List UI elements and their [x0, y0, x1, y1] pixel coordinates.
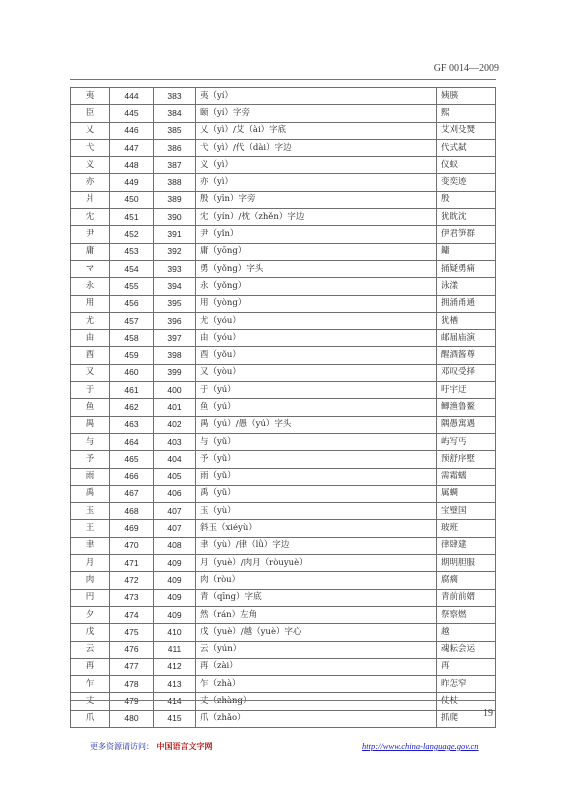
group-number-cell: 388: [154, 174, 196, 191]
group-number-cell: 409: [154, 572, 196, 589]
component-glyph-cell: 鱼: [71, 399, 110, 416]
group-number-cell: 414: [154, 693, 196, 710]
table-row: [71, 485, 496, 502]
group-number-cell: 409: [154, 606, 196, 623]
table-row: [71, 676, 496, 693]
example-chars-cell: 隅愚寓遇: [437, 416, 496, 433]
component-name-cell: 戊（yuè）/越（yuè）字心: [196, 624, 437, 641]
serial-number-cell: 477: [110, 658, 154, 675]
component-glyph-cell: 由: [71, 330, 110, 347]
component-glyph-cell: 臣: [71, 105, 110, 122]
component-glyph-cell: 乂: [71, 122, 110, 139]
component-glyph-cell: 爪: [71, 710, 110, 727]
example-chars-cell: 再: [437, 658, 496, 675]
serial-number-cell: 472: [110, 572, 154, 589]
table-row: [71, 139, 496, 156]
table-row: [71, 364, 496, 381]
table-row: [71, 88, 496, 105]
footer-visit-label: 更多资源请访问：: [90, 742, 154, 751]
table-row: [71, 295, 496, 312]
example-chars-cell: 需霜蠕: [437, 468, 496, 485]
example-chars-cell: 吁宇迂: [437, 382, 496, 399]
component-glyph-cell: 丈: [71, 693, 110, 710]
serial-number-cell: 463: [110, 416, 154, 433]
component-glyph-cell: 円: [71, 589, 110, 606]
component-glyph-cell: 爿: [71, 191, 110, 208]
serial-number-cell: 460: [110, 364, 154, 381]
footer-visit-text: [90, 741, 213, 752]
component-glyph-cell: 弋: [71, 139, 110, 156]
component-name-cell: 与（yǔ）: [196, 433, 437, 450]
component-name-cell: 聿（yù）/律（lǜ）字边: [196, 537, 437, 554]
group-number-cell: 411: [154, 641, 196, 658]
components-table: [70, 87, 496, 728]
component-glyph-cell: 冘: [71, 209, 110, 226]
component-glyph-cell: 禺: [71, 416, 110, 433]
component-glyph-cell: 雨: [71, 468, 110, 485]
table-row: [71, 347, 496, 364]
table-row: [71, 606, 496, 623]
example-chars-cell: 伊君笋群: [437, 226, 496, 243]
component-name-cell: 冘（yín）/枕（zhěn）字边: [196, 209, 437, 226]
table-row: [71, 330, 496, 347]
group-number-cell: 403: [154, 433, 196, 450]
table-row: [71, 433, 496, 450]
component-glyph-cell: 夷: [71, 88, 110, 105]
example-chars-cell: 变奕迹: [437, 174, 496, 191]
example-chars-cell: 邓叹受择: [437, 364, 496, 381]
example-chars-cell: 祭察燃: [437, 606, 496, 623]
table-row: [71, 312, 496, 329]
component-glyph-cell: 庸: [71, 243, 110, 260]
example-chars-cell: 期明胆服: [437, 555, 496, 572]
group-number-cell: 389: [154, 191, 196, 208]
example-chars-cell: 仪蚁: [437, 157, 496, 174]
component-name-cell: 酉（yǒu）: [196, 347, 437, 364]
group-number-cell: 407: [154, 520, 196, 537]
example-chars-cell: 律肆建: [437, 537, 496, 554]
component-glyph-cell: 予: [71, 451, 110, 468]
group-number-cell: 397: [154, 330, 196, 347]
serial-number-cell: 469: [110, 520, 154, 537]
serial-number-cell: 479: [110, 693, 154, 710]
serial-number-cell: 476: [110, 641, 154, 658]
component-name-cell: 乂（yì）/艾（ài）字底: [196, 122, 437, 139]
component-glyph-cell: 肉: [71, 572, 110, 589]
standard-code: GF 0014—2009: [433, 63, 499, 74]
component-glyph-cell: 夕: [71, 606, 110, 623]
group-number-cell: 409: [154, 589, 196, 606]
component-glyph-cell: 聿: [71, 537, 110, 554]
table-row: [71, 537, 496, 554]
group-number-cell: 400: [154, 382, 196, 399]
component-name-cell: 肉（ròu）: [196, 572, 437, 589]
table-row: [71, 122, 496, 139]
table-row: [71, 468, 496, 485]
component-name-cell: 云（yún）: [196, 641, 437, 658]
group-number-cell: 407: [154, 503, 196, 520]
serial-number-cell: 447: [110, 139, 154, 156]
group-number-cell: 413: [154, 676, 196, 693]
table-row: [71, 589, 496, 606]
example-chars-cell: 犹楢: [437, 312, 496, 329]
component-glyph-cell: 尤: [71, 312, 110, 329]
group-number-cell: 385: [154, 122, 196, 139]
serial-number-cell: 461: [110, 382, 154, 399]
component-name-cell: 又（yòu）: [196, 364, 437, 381]
component-glyph-cell: 于: [71, 382, 110, 399]
example-chars-cell: 艾刈殳燹: [437, 122, 496, 139]
group-number-cell: 391: [154, 226, 196, 243]
component-glyph-cell: 又: [71, 364, 110, 381]
example-chars-cell: 抓爬: [437, 710, 496, 727]
component-name-cell: 丈（zhàng）: [196, 693, 437, 710]
component-name-cell: 青（qīng）字底: [196, 589, 437, 606]
serial-number-cell: 467: [110, 485, 154, 502]
example-chars-cell: 预舒序墅: [437, 451, 496, 468]
table-row: [71, 105, 496, 122]
example-chars-cell: 泳漾: [437, 278, 496, 295]
group-number-cell: 384: [154, 105, 196, 122]
serial-number-cell: 457: [110, 312, 154, 329]
example-chars-cell: 屿写丐: [437, 433, 496, 450]
component-name-cell: 颐（yí）字旁: [196, 105, 437, 122]
component-glyph-cell: 再: [71, 658, 110, 675]
serial-number-cell: 468: [110, 503, 154, 520]
group-number-cell: 412: [154, 658, 196, 675]
component-glyph-cell: 酉: [71, 347, 110, 364]
component-name-cell: 禹（yǔ）: [196, 485, 437, 502]
component-glyph-cell: 玉: [71, 503, 110, 520]
table-row: [71, 451, 496, 468]
component-name-cell: 尤（yóu）: [196, 312, 437, 329]
serial-number-cell: 446: [110, 122, 154, 139]
component-glyph-cell: 禹: [71, 485, 110, 502]
example-chars-cell: 属蜩: [437, 485, 496, 502]
example-chars-cell: 魂耘会运: [437, 641, 496, 658]
component-glyph-cell: 用: [71, 295, 110, 312]
serial-number-cell: 459: [110, 347, 154, 364]
serial-number-cell: 480: [110, 710, 154, 727]
table-row: [71, 710, 496, 727]
component-name-cell: 再（zài）: [196, 658, 437, 675]
serial-number-cell: 451: [110, 209, 154, 226]
group-number-cell: 409: [154, 555, 196, 572]
table-row: [71, 624, 496, 641]
example-chars-cell: 代式弑: [437, 139, 496, 156]
example-chars-cell: 犹眈沈: [437, 209, 496, 226]
component-glyph-cell: 王: [71, 520, 110, 537]
group-number-cell: 392: [154, 243, 196, 260]
serial-number-cell: 444: [110, 88, 154, 105]
table-row: [71, 157, 496, 174]
table-row: [71, 243, 496, 260]
component-glyph-cell: 永: [71, 278, 110, 295]
table-row: [71, 260, 496, 277]
serial-number-cell: 462: [110, 399, 154, 416]
group-number-cell: 393: [154, 260, 196, 277]
example-chars-cell: 腐瘸: [437, 572, 496, 589]
example-chars-cell: 拥涌甬通: [437, 295, 496, 312]
serial-number-cell: 455: [110, 278, 154, 295]
footer-url-link[interactable]: http://www.china-language.gov.cn: [362, 741, 479, 751]
component-name-cell: 庸（yōng）: [196, 243, 437, 260]
example-chars-cell: 仗杖: [437, 693, 496, 710]
example-chars-cell: 玻班: [437, 520, 496, 537]
component-name-cell: 弋（yì）/代（dài）字边: [196, 139, 437, 156]
group-number-cell: 387: [154, 157, 196, 174]
component-glyph-cell: 亦: [71, 174, 110, 191]
group-number-cell: 395: [154, 295, 196, 312]
table-row: [71, 278, 496, 295]
example-chars-cell: 熙: [437, 105, 496, 122]
serial-number-cell: 474: [110, 606, 154, 623]
serial-number-cell: 445: [110, 105, 154, 122]
group-number-cell: 396: [154, 312, 196, 329]
component-name-cell: 夷（yí）: [196, 88, 437, 105]
group-number-cell: 406: [154, 485, 196, 502]
serial-number-cell: 464: [110, 433, 154, 450]
table-row: [71, 503, 496, 520]
serial-number-cell: 458: [110, 330, 154, 347]
example-chars-cell: 宝璧国: [437, 503, 496, 520]
component-name-cell: 爪（zhǎo）: [196, 710, 437, 727]
component-name-cell: 义（yì）: [196, 157, 437, 174]
component-name-cell: 月（yuè）/肉月（ròuyuè）: [196, 555, 437, 572]
serial-number-cell: 448: [110, 157, 154, 174]
component-name-cell: 斜玉（xiéyù）: [196, 520, 437, 537]
component-glyph-cell: 云: [71, 641, 110, 658]
component-glyph-cell: マ: [71, 260, 110, 277]
serial-number-cell: 456: [110, 295, 154, 312]
serial-number-cell: 473: [110, 589, 154, 606]
serial-number-cell: 452: [110, 226, 154, 243]
example-chars-cell: 捅疑勇痛: [437, 260, 496, 277]
table-row: [71, 209, 496, 226]
table-row: [71, 191, 496, 208]
group-number-cell: 401: [154, 399, 196, 416]
table-row: [71, 555, 496, 572]
group-number-cell: 399: [154, 364, 196, 381]
group-number-cell: 390: [154, 209, 196, 226]
component-name-cell: 亦（yì）: [196, 174, 437, 191]
component-glyph-cell: 戊: [71, 624, 110, 641]
table-row: [71, 382, 496, 399]
example-chars-cell: 鏞: [437, 243, 496, 260]
serial-number-cell: 470: [110, 537, 154, 554]
table-row: [71, 416, 496, 433]
table-row: [71, 174, 496, 191]
table-row: [71, 658, 496, 675]
serial-number-cell: 454: [110, 260, 154, 277]
table-row: [71, 399, 496, 416]
serial-number-cell: 475: [110, 624, 154, 641]
serial-number-cell: 449: [110, 174, 154, 191]
example-chars-cell: 醒酒酱尊: [437, 347, 496, 364]
component-name-cell: 予（yǔ）: [196, 451, 437, 468]
bottom-rule: [70, 700, 496, 701]
example-chars-cell: 姨胰: [437, 88, 496, 105]
component-glyph-cell: 乍: [71, 676, 110, 693]
table-row: [71, 572, 496, 589]
component-name-cell: 用（yòng）: [196, 295, 437, 312]
component-name-cell: 雨（yǔ）: [196, 468, 437, 485]
group-number-cell: 394: [154, 278, 196, 295]
example-chars-cell: 殷: [437, 191, 496, 208]
group-number-cell: 405: [154, 468, 196, 485]
example-chars-cell: 青前前婿: [437, 589, 496, 606]
serial-number-cell: 453: [110, 243, 154, 260]
component-name-cell: 由（yóu）: [196, 330, 437, 347]
serial-number-cell: 471: [110, 555, 154, 572]
component-name-cell: 鱼（yú）: [196, 399, 437, 416]
table-row: [71, 641, 496, 658]
component-name-cell: 玉（yù）: [196, 503, 437, 520]
component-glyph-cell: 尹: [71, 226, 110, 243]
component-name-cell: 勇（yǒng）字头: [196, 260, 437, 277]
top-rule: [70, 79, 496, 80]
component-name-cell: 然（rán）左角: [196, 606, 437, 623]
example-chars-cell: 昨怎窄: [437, 676, 496, 693]
page-number: 19: [483, 708, 493, 719]
example-chars-cell: 邮届庙演: [437, 330, 496, 347]
component-glyph-cell: 与: [71, 433, 110, 450]
component-name-cell: 于（yú）: [196, 382, 437, 399]
group-number-cell: 404: [154, 451, 196, 468]
component-name-cell: 尹（yǐn）: [196, 226, 437, 243]
serial-number-cell: 478: [110, 676, 154, 693]
component-glyph-cell: 义: [71, 157, 110, 174]
group-number-cell: 383: [154, 88, 196, 105]
component-name-cell: 乍（zhà）: [196, 676, 437, 693]
group-number-cell: 415: [154, 710, 196, 727]
group-number-cell: 402: [154, 416, 196, 433]
component-name-cell: 永（yǒng）: [196, 278, 437, 295]
component-glyph-cell: 月: [71, 555, 110, 572]
group-number-cell: 398: [154, 347, 196, 364]
serial-number-cell: 450: [110, 191, 154, 208]
serial-number-cell: 466: [110, 468, 154, 485]
component-name-cell: 殷（yīn）字旁: [196, 191, 437, 208]
table-row: [71, 520, 496, 537]
group-number-cell: 408: [154, 537, 196, 554]
example-chars-cell: 越: [437, 624, 496, 641]
group-number-cell: 386: [154, 139, 196, 156]
components-table-body: [71, 88, 496, 728]
table-row: [71, 693, 496, 710]
group-number-cell: 410: [154, 624, 196, 641]
serial-number-cell: 465: [110, 451, 154, 468]
example-chars-cell: 鲫渔鲁鳌: [437, 399, 496, 416]
footer-site-name[interactable]: 中国语言文字网: [156, 741, 213, 751]
table-row: [71, 226, 496, 243]
component-name-cell: 禺（yú）/愚（yú）字头: [196, 416, 437, 433]
